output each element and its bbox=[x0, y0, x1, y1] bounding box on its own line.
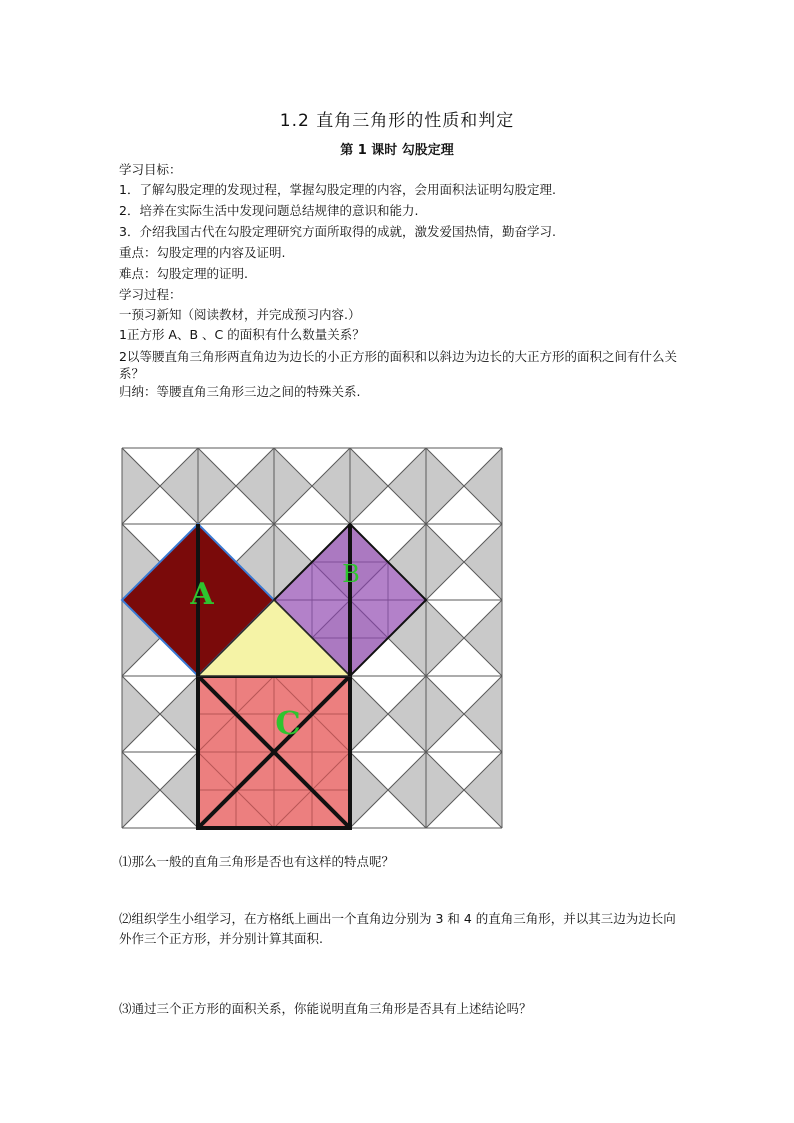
pythagoras-grid-figure bbox=[118, 438, 510, 836]
goal-item-3: 3．介绍我国古代在勾股定理研究方面所取得的成就，激发爱国热情，勤奋学习. bbox=[119, 224, 556, 239]
document-subtitle: 第 1 课时 勾股定理 bbox=[340, 143, 454, 158]
preview-question-2: 2以等腰直角三角形两直角边为边长的小正方形的面积和以斜边为边长的大正方形的面积之间有什么关系？ bbox=[119, 349, 677, 381]
goal-item-2: 2．培养在实际生活中发现问题总结规律的意识和能力. bbox=[119, 203, 419, 218]
summary-line: 归纳：等腰直角三角形三边之间的特殊关系. bbox=[119, 384, 361, 399]
goal-item-1: 1．了解勾股定理的发现过程，掌握勾股定理的内容，会用面积法证明勾股定理. bbox=[119, 182, 556, 197]
question-3: ⑶通过三个正方形的面积关系，你能说明直角三角形是否具有上述结论吗？ bbox=[119, 1001, 532, 1016]
difficult-point: 难点：勾股定理的证明. bbox=[119, 266, 248, 281]
question-1: ⑴那么一般的直角三角形是否也有这样的特点呢？ bbox=[119, 854, 395, 869]
preview-heading: 一预习新知（阅读教材，并完成预习内容.） bbox=[119, 307, 361, 322]
question-2: ⑵组织学生小组学习，在方格纸上画出一个直角边分别为 3 和 4 的直角三角形，并以其三边为边长向外作三个正方形，并分别计算其面积. bbox=[119, 911, 676, 946]
key-point: 重点：勾股定理的内容及证明. bbox=[119, 245, 286, 260]
preview-question-1: 1正方形 A、B 、C 的面积有什么数量关系？ bbox=[119, 327, 365, 342]
document-title: 1.2 直角三角形的性质和判定 bbox=[279, 111, 515, 131]
label-c: C bbox=[275, 704, 301, 742]
process-heading: 学习过程： bbox=[119, 287, 182, 302]
label-a: A bbox=[190, 577, 214, 612]
goals-heading: 学习目标： bbox=[119, 162, 182, 177]
label-b: B bbox=[342, 560, 360, 588]
